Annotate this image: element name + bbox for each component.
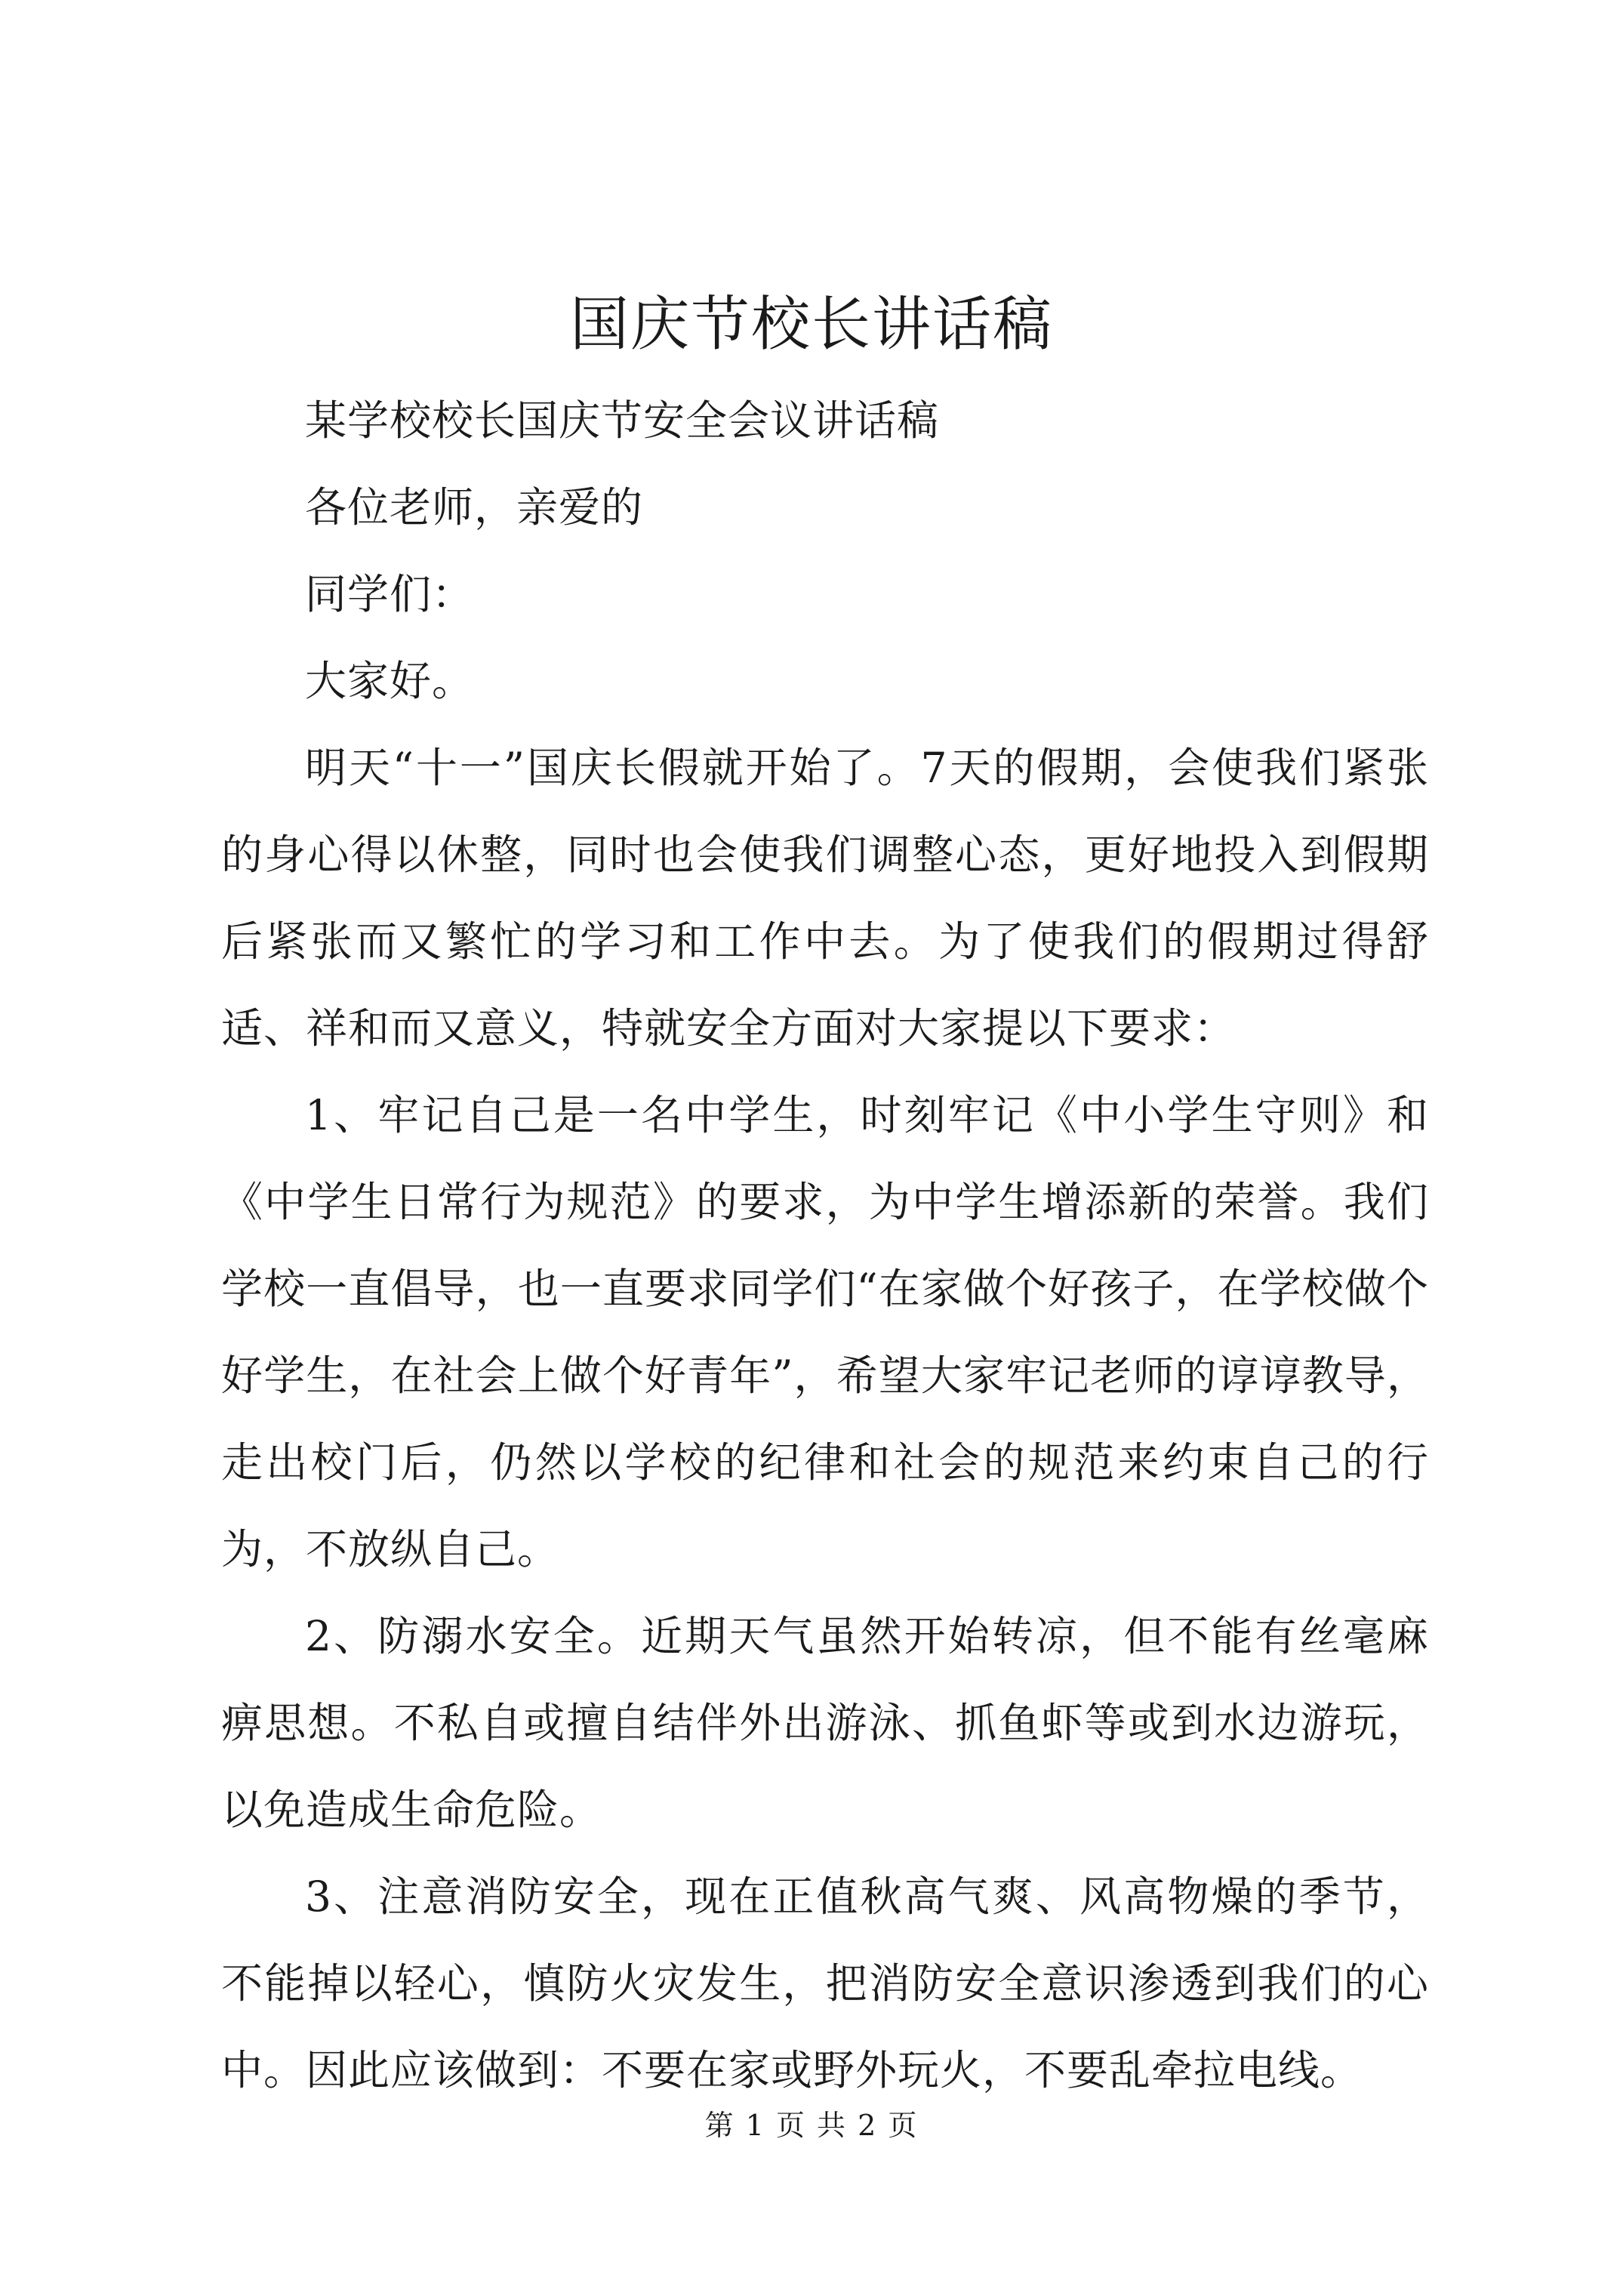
page-footer: 第 1 页 共 2 页 bbox=[704, 2109, 919, 2142]
paragraph-salutation-2: 同学们： bbox=[305, 570, 475, 618]
paragraph-item-1: 1、牢记自己是一名中学生，时刻牢记《中小学生守则》和《中学生日常行为规范》的要求，为中学生增添新的荣誉。我们学校一直倡导，也一直要求同学们“在家做个好孩子，在学校做个好学生，在社会上做个好青年”，希望大家牢记老师的谆谆教导，走出校门后，仍然以学校的纪律和社会的规范来约束自己的行为，不放纵自己。 bbox=[221, 1091, 1429, 1573]
paragraph-item-2: 2、防溺水安全。近期天气虽然开始转凉，但不能有丝毫麻痹思想。不私自或擅自结伴外出游泳、抓鱼虾等或到水边游玩，以免造成生命危险。 bbox=[221, 1612, 1429, 1834]
paragraph-salutation-1: 各位老师，亲爱的 bbox=[305, 483, 644, 532]
document-title: 国庆节校长讲话稿 bbox=[569, 291, 1053, 359]
paragraph-item-3: 3、注意消防安全，现在正值秋高气爽、风高物燥的季节，不能掉以轻心，慎防火灾发生，把消防安全意识渗透到我们的心中。因此应该做到：不要在家或野外玩火，不要乱牵拉电线。 bbox=[221, 1872, 1429, 2094]
paragraph-intro: 明天“十一”国庆长假就开始了。7天的假期，会使我们紧张的身心得以休整，同时也会使我们调整心态，更好地投入到假期后紧张而又繁忙的学习和工作中去。为了使我们的假期过得舒适、祥和而又意义，特就安全方面对大家提以下要求： bbox=[221, 744, 1429, 1052]
paragraph-subtitle: 某学校校长国庆节安全会议讲话稿 bbox=[305, 396, 940, 445]
paragraph-greeting: 大家好。 bbox=[305, 657, 475, 705]
document-body bbox=[221, 378, 1429, 2114]
